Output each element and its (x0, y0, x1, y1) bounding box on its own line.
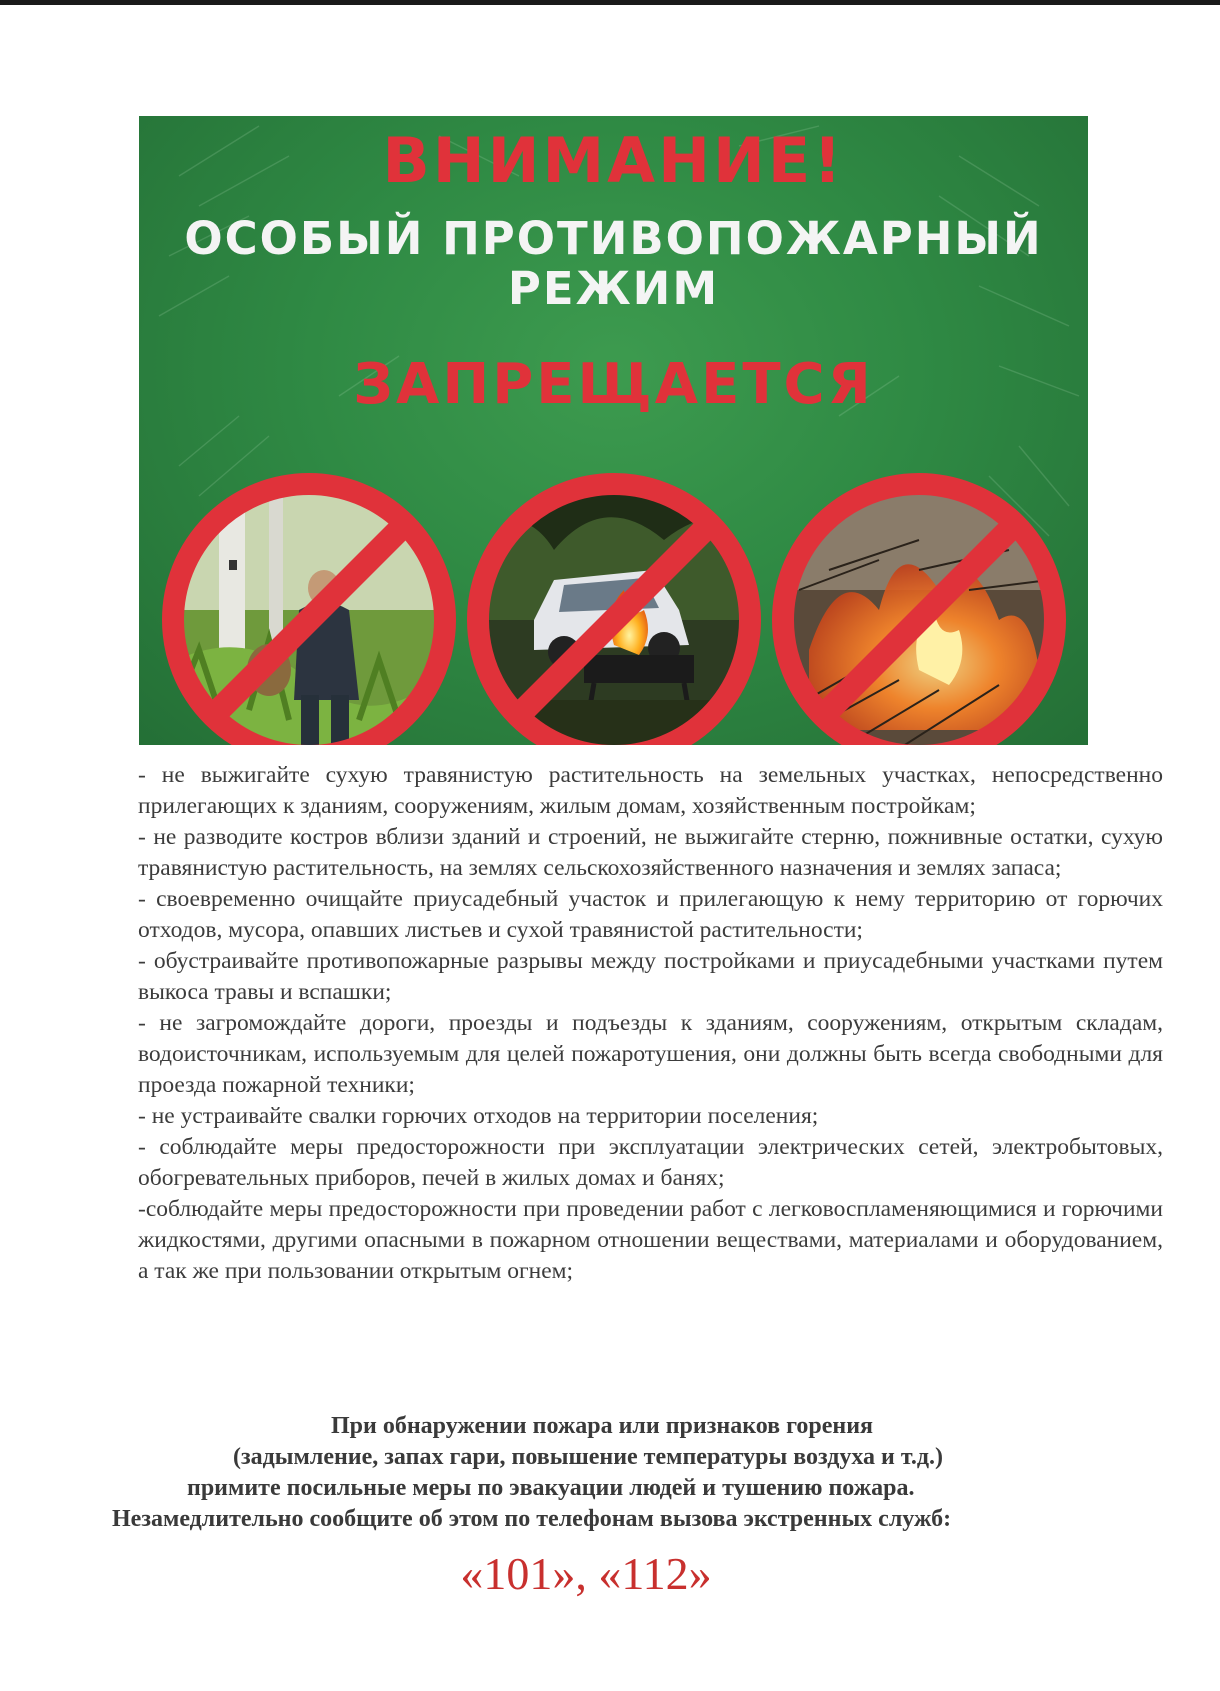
rule-item: - своевременно очищайте приусадебный участок и прилегающую к нему территорию от горючих отходов, мусора, опавших листьев и сухой травянистой растительности; (138, 886, 1163, 943)
prohibited-person-in-forest-icon (159, 470, 459, 745)
rule-item: -соблюдайте меры предосторожности при проведении работ с легковоспламеняющимися и горючими жидкостями, другими опасными в пожарном отношении веществами, материалами и оборудованием, а так же при пользовании открытым огнем; (138, 1196, 1163, 1284)
instruction-line: (задымление, запах гари, повышение температуры воздуха и т.д.) (233, 1444, 944, 1470)
fire-warning-banner (139, 116, 1088, 745)
phone-numbers-text: «101», «112» (460, 1548, 712, 1599)
rule-item: - не разводите костров вблизи зданий и строений, не выжигайте стерню, пожнивные остатки, сухую травянистую растительность, на землях сельскохозяйственного назначения и землях запаса; (138, 824, 1163, 881)
instruction-line: Незамедлительно сообщите об этом по телефонам вызова экстренных служб: (112, 1506, 952, 1532)
rule-item: - соблюдайте меры предосторожности при эксплуатации электрических сетей, электробытовых, обогревательных приборов, печей в жилых домах и банях; (138, 1134, 1163, 1191)
prohibitions-list (138, 760, 1163, 1287)
emergency-phone-numbers (0, 1547, 1220, 1600)
banner-regime-title-line2: РЕЖИМ (507, 262, 720, 315)
instruction-line: примите посильные меры по эвакуации людей и тушению пожара. (187, 1475, 915, 1501)
rule-item: - не устраивайте свалки горючих отходов на территории поселения; (138, 1103, 819, 1129)
banner-forbidden-title: ЗАПРЕЩАЕТСЯ (353, 352, 874, 417)
top-border (0, 0, 1220, 5)
banner-regime-title-line1: ОСОБЫЙ ПРОТИВОПОЖАРНЫЙ (184, 212, 1043, 265)
rule-item: - обустраивайте противопожарные разрывы между постройками и приусадебными участками путем выкоса травы и вспашки; (138, 948, 1163, 1005)
prohibited-grass-burning-icon (769, 470, 1069, 745)
rule-item: - не загромождайте дороги, проезды и подъезды к зданиям, сооружениям, открытым складам, водоисточникам, используемым для целей пожаротушения, они должны быть всегда свободными для проезда пожарной техники; (138, 1010, 1163, 1098)
prohibited-barbecue-fire-icon (464, 470, 764, 745)
instruction-line: При обнаружении пожара или признаков горения (331, 1413, 874, 1439)
banner-attention-title: ВНИМАНИЕ! (382, 124, 845, 197)
rule-item: - не выжигайте сухую травянистую растительность на земельных участках, непосредственно прилегающих к зданиям, сооружениям, жилым домам, хозяйственным постройкам; (138, 762, 1163, 819)
